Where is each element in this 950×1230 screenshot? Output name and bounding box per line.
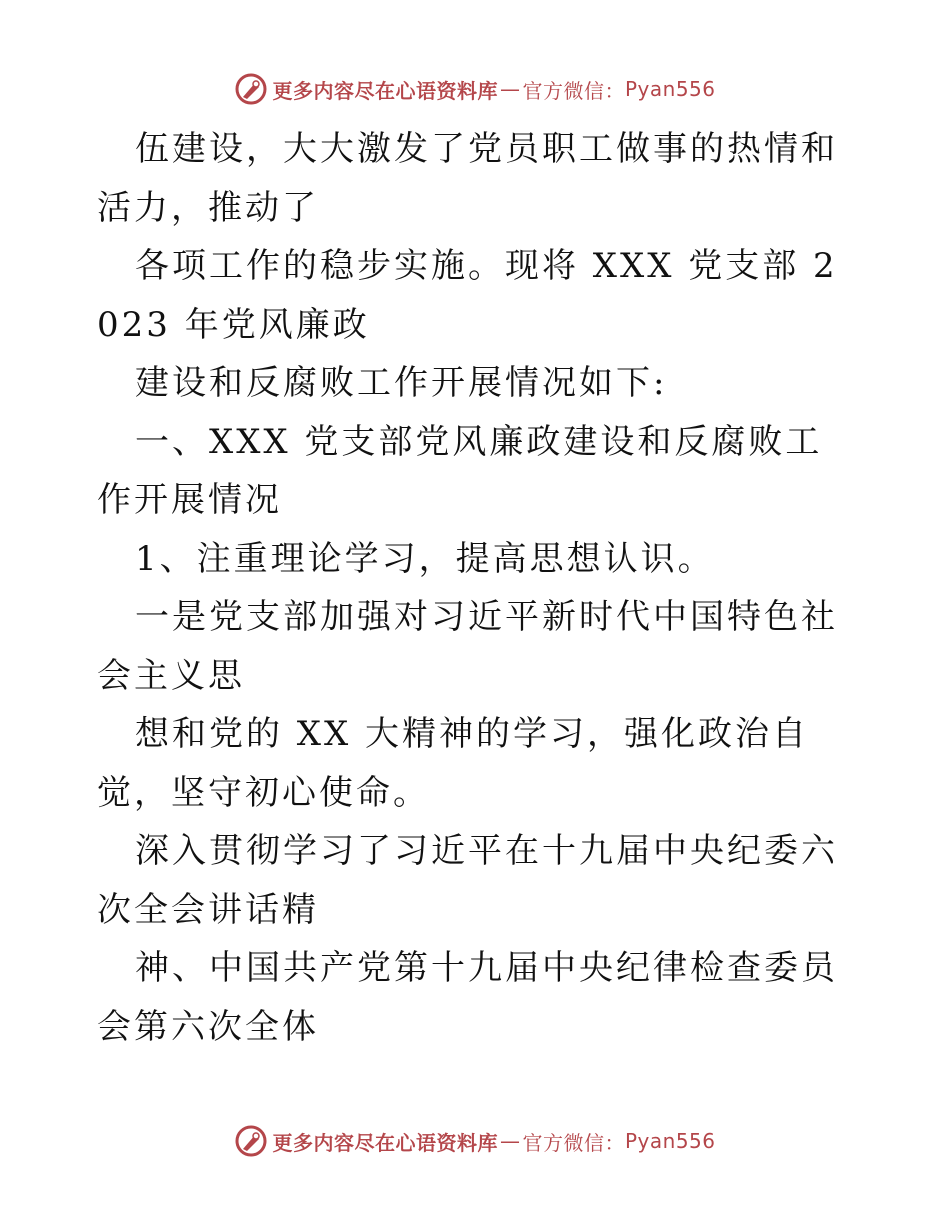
subsection-heading: 1、注重理论学习，提高思想认识。: [135, 538, 715, 579]
watermark-separator: —: [499, 1129, 521, 1153]
watermark-sub-text: 官方微信：: [522, 1130, 625, 1155]
watermark-separator: —: [499, 77, 521, 101]
paragraph: 各项工作的稳步实施。现将 XXX 党支部 2023 年党风廉政: [97, 246, 838, 345]
document-body: [97, 120, 857, 1056]
watermark-wechat-id: Pyan556: [624, 77, 716, 101]
paragraph: 伍建设，大大激发了党员职工做事的热情和活力，推动了: [97, 129, 838, 228]
watermark-main-text: 更多内容尽在心语资料库: [272, 1130, 498, 1155]
footer-watermark: [0, 1124, 950, 1158]
header-watermark: [0, 72, 950, 106]
paragraph: 想和党的 XX 大精神的学习，强化政治自觉，坚守初心使命。: [97, 714, 810, 813]
watermark-main-text: 更多内容尽在心语资料库: [272, 78, 498, 103]
watermark-sub-text: 官方微信：: [522, 78, 625, 103]
pen-nib-logo-icon: [234, 1124, 268, 1158]
watermark-wechat-id: Pyan556: [624, 1129, 716, 1153]
paragraph: 一是党支部加强对习近平新时代中国特色社会主义思: [97, 597, 838, 696]
paragraph: 深入贯彻学习了习近平在十九届中央纪委六次全会讲话精: [97, 831, 838, 930]
paragraph: 建设和反腐败工作开展情况如下:: [135, 363, 668, 403]
section-heading: 一、XXX 党支部党风廉政建设和反腐败工作开展情况: [97, 421, 823, 520]
pen-nib-logo-icon: [234, 72, 268, 106]
paragraph: 神、中国共产党第十九届中央纪律检查委员会第六次全体: [97, 948, 838, 1047]
